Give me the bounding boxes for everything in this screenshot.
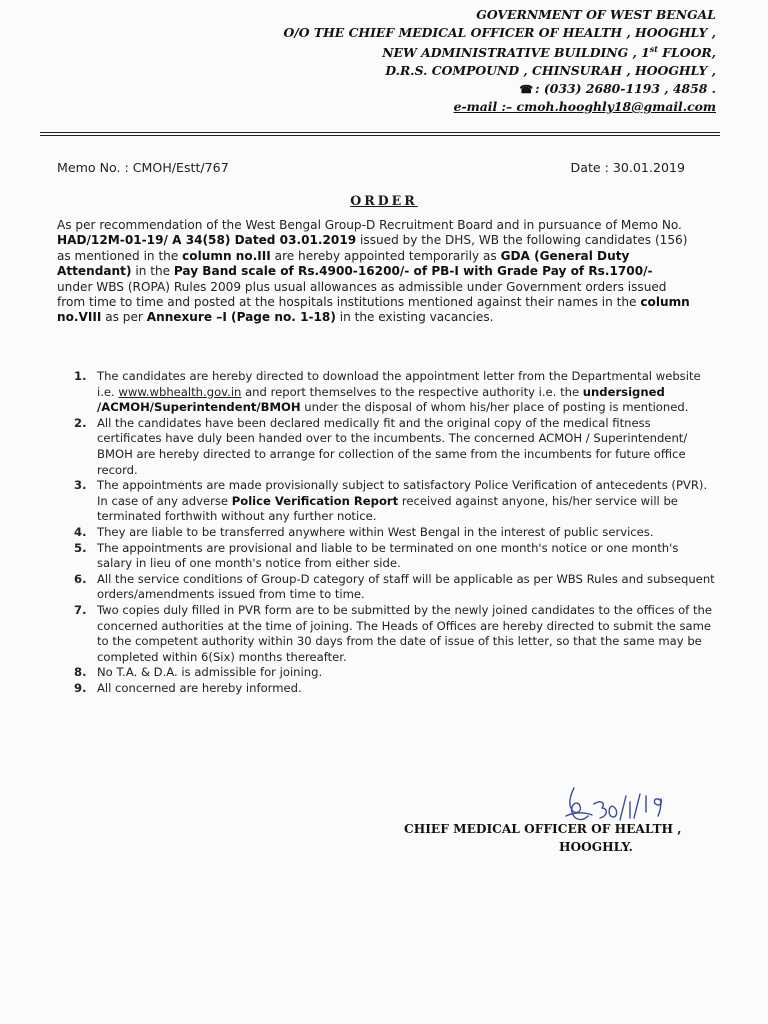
conditions-list	[70, 369, 715, 696]
list-item: 6. All the service conditions of Group-D category of staff will be applicable as per WBS Rules and subsequent orders/amendments issued from time to time.	[74, 571, 715, 602]
memo-number: Memo No. : CMOH/Estt/767	[57, 160, 229, 175]
letterhead-compound: D.R.S. COMPOUND , CHINSURAH , HOOGHLY ,	[385, 62, 716, 78]
letterhead	[246, 6, 716, 116]
list-item: 4. They are liable to be transferred anywhere within West Bengal in the interest of public services.	[74, 524, 654, 539]
list-item: 2. All the candidates have been declared medically fit and the original copy of the medical fitness certificates have duly been handed over to the incumbents. The concerned ACMOH / Superintendent/ BMOH are hereby directed to arrange for collection of the same from the incumbents for future office record.	[74, 415, 688, 477]
letterhead-government: GOVERNMENT OF WEST BENGAL	[476, 7, 716, 22]
header-divider-line	[40, 132, 720, 133]
letterhead-office: O/O THE CHIEF MEDICAL OFFICER OF HEALTH , HOOGHLY ,	[283, 24, 716, 40]
header-divider-line-2	[40, 135, 720, 136]
list-item: 7. Two copies duly filled in PVR form are to be submitted by the newly joined candidates to the offices of the concerned authorities at the time of joining. The Heads of Offices are hereby directed to submit the same to the competent authority within 30 days from the date of issue of this letter, so that the same may be completed within 6(Six) months thereafter.	[74, 602, 712, 664]
list-item: 5. The appointments are provisional and liable to be terminated on one month's notice or one month's salary in lieu of one month's notice from either side.	[74, 540, 679, 571]
intro-paragraph: As per recommendation of the West Bengal Group-D Recruitment Board and in pursuance of Memo No. HAD/12M-01-19/ A 34(58) Dated 03.01.2019 issued by the DHS, WB the following candidates (156) as mentioned in the column no.III are hereby appointed temporarily as GDA (General Duty Attendant) in the Pay Band scale of Rs.4900-16200/- of PB-I with Grade Pay of Rs.1700/- under WBS (ROPA) Rules 2009 plus usual allowances as admissible under Government orders issued from time to time and posted at the hospitals institutions mentioned against their names in the column no.VIII as per Annexure –I (Page no. 1-18) in the existing vacancies.	[57, 218, 690, 325]
memo-date: Date : 30.01.2019	[570, 160, 685, 175]
list-item: 1. The candidates are hereby directed to download the appointment letter from the Departmental website i.e. www.wbhealth.gov.in and report themselves to the respective authority i.e. the undersigned /ACMOH/Superintendent/BMOH under the disposal of whom his/her place of posting is mentioned.	[74, 369, 701, 415]
signatory-designation: CHIEF MEDICAL OFFICER OF HEALTH ,	[404, 822, 682, 836]
letterhead-email: e-mail :– cmoh.hooghly18@gmail.com	[453, 99, 716, 115]
letterhead-building: NEW ADMINISTRATIVE BUILDING , 1st FLOOR,	[382, 44, 716, 61]
letterhead-phone: ☎ : (033) 2680-1193 , 4858 .	[246, 80, 716, 99]
signatory-block	[404, 820, 724, 856]
list-item: 8. No T.A. & D.A. is admissible for joining.	[74, 665, 323, 680]
order-title: ORDER	[350, 193, 418, 208]
website-link[interactable]: www.wbhealth.gov.in	[118, 384, 242, 399]
signatory-place: HOOGHLY.	[559, 840, 633, 854]
list-item: 9. All concerned are hereby informed.	[74, 680, 302, 695]
telephone-icon: ☎	[519, 82, 534, 96]
list-item: 3. The appointments are made provisionally subject to satisfactory Police Verification of antecedents (PVR). In case of any adverse Police Verification Report received against anyone, his/her service will be terminated forthwith without any further notice.	[74, 478, 708, 524]
